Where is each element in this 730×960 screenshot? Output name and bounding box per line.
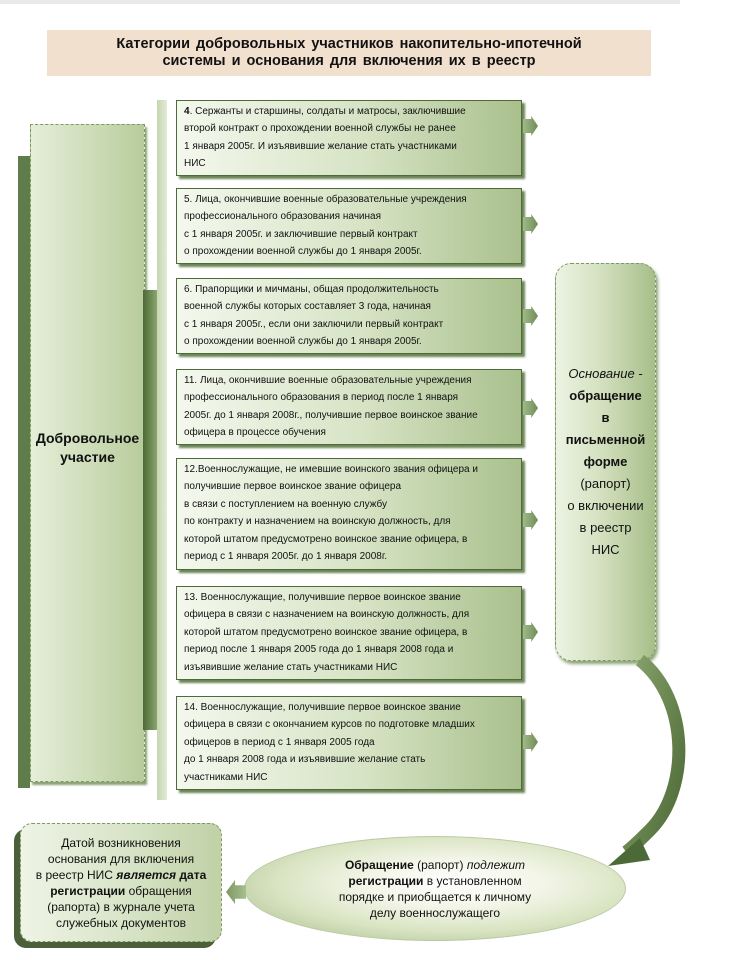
category-card-4: 4. Сержанты и старшины, солдаты и матросы, заключившие второй контракт о прохождении военной службы не ранее 1 января 2005г. И изъявившие желание стать участниками НИС <box>176 100 522 176</box>
title-line-2: системы и основания для включения их в реестр <box>162 53 536 69</box>
registration-date-box: Датой возникновения основания для включения в реестр НИС является дата регистрации обращения (рапорта) в журнале учета служебных документов <box>20 823 222 942</box>
category-card-5: 5. Лица, окончившие военные образовательные учреждения профессионального образования начиная с 1 января 2005г. и заключившие первый контракт о прохождении военной службы до 1 января 2005г. <box>176 188 522 264</box>
registration-ellipse: Обращение (рапорт) подлежит регистрации в установленном порядке и приобщается к личному делу военнослужащего <box>244 836 626 941</box>
basis-panel: Основание - обращение в письменной форме (рапорт) о включении в реестр НИС <box>555 263 656 661</box>
arrow-right-icon <box>523 398 538 418</box>
category-card-11: 11. Лица, окончившие военные образовательные учреждения профессионального образования в период после 1 января 2005г. до 1 января 2008г., получившие первое воинское звание офицера в процессе обучения <box>176 369 522 445</box>
panel-connector <box>143 290 157 730</box>
category-card-12: 12.Военнослужащие, не имевшие воинского звания офицера и получившие первое воинское звание офицера в связи с поступлением на военную службу по контракту и назначением на воинскую должность, для которой штатом предусмотрено воинское звание офицера, в период с 1 января 2005г. до 1 января 2008г. <box>176 458 522 570</box>
arrow-right-icon <box>523 732 538 752</box>
left-panel-shadow <box>18 156 30 788</box>
diagram-title <box>47 30 651 76</box>
arrow-left-icon <box>226 880 246 904</box>
top-rule <box>0 0 680 4</box>
arrow-right-icon <box>523 116 538 136</box>
category-card-13: 13. Военнослужащие, получившие первое воинское звание офицера в связи с назначением на воинскую должность, для которой штатом предусмотрено воинское звание офицера, в период после 1 января 2005 года до 1 января 2008 года и изъявившие желание стать участниками НИС <box>176 586 522 680</box>
title-line-1: Категории добровольных участников накопительно-ипотечной <box>116 36 582 52</box>
category-card-6: 6. Прапорщики и мичманы, общая продолжительность военной службы которых составляет 3 года, начиная с 1 января 2005г., если они заключили первый контракт о прохождении военной службы до 1 января 2005г. <box>176 278 522 354</box>
arrow-right-icon <box>523 510 538 530</box>
arrow-right-icon <box>523 214 538 234</box>
arrow-right-icon <box>523 306 538 326</box>
arrow-right-icon <box>523 622 538 642</box>
voluntary-participation-panel <box>30 124 145 782</box>
voluntary-participation-label: Добровольное участие <box>35 430 140 465</box>
category-card-14: 14. Военнослужащие, получившие первое воинское звание офицера в связи с окончанием курсов по подготовке младших офицеров в период с 1 января 2005 года до 1 января 2008 года и изъявившие желание стать участниками НИС <box>176 696 522 790</box>
category-spine <box>157 100 167 800</box>
